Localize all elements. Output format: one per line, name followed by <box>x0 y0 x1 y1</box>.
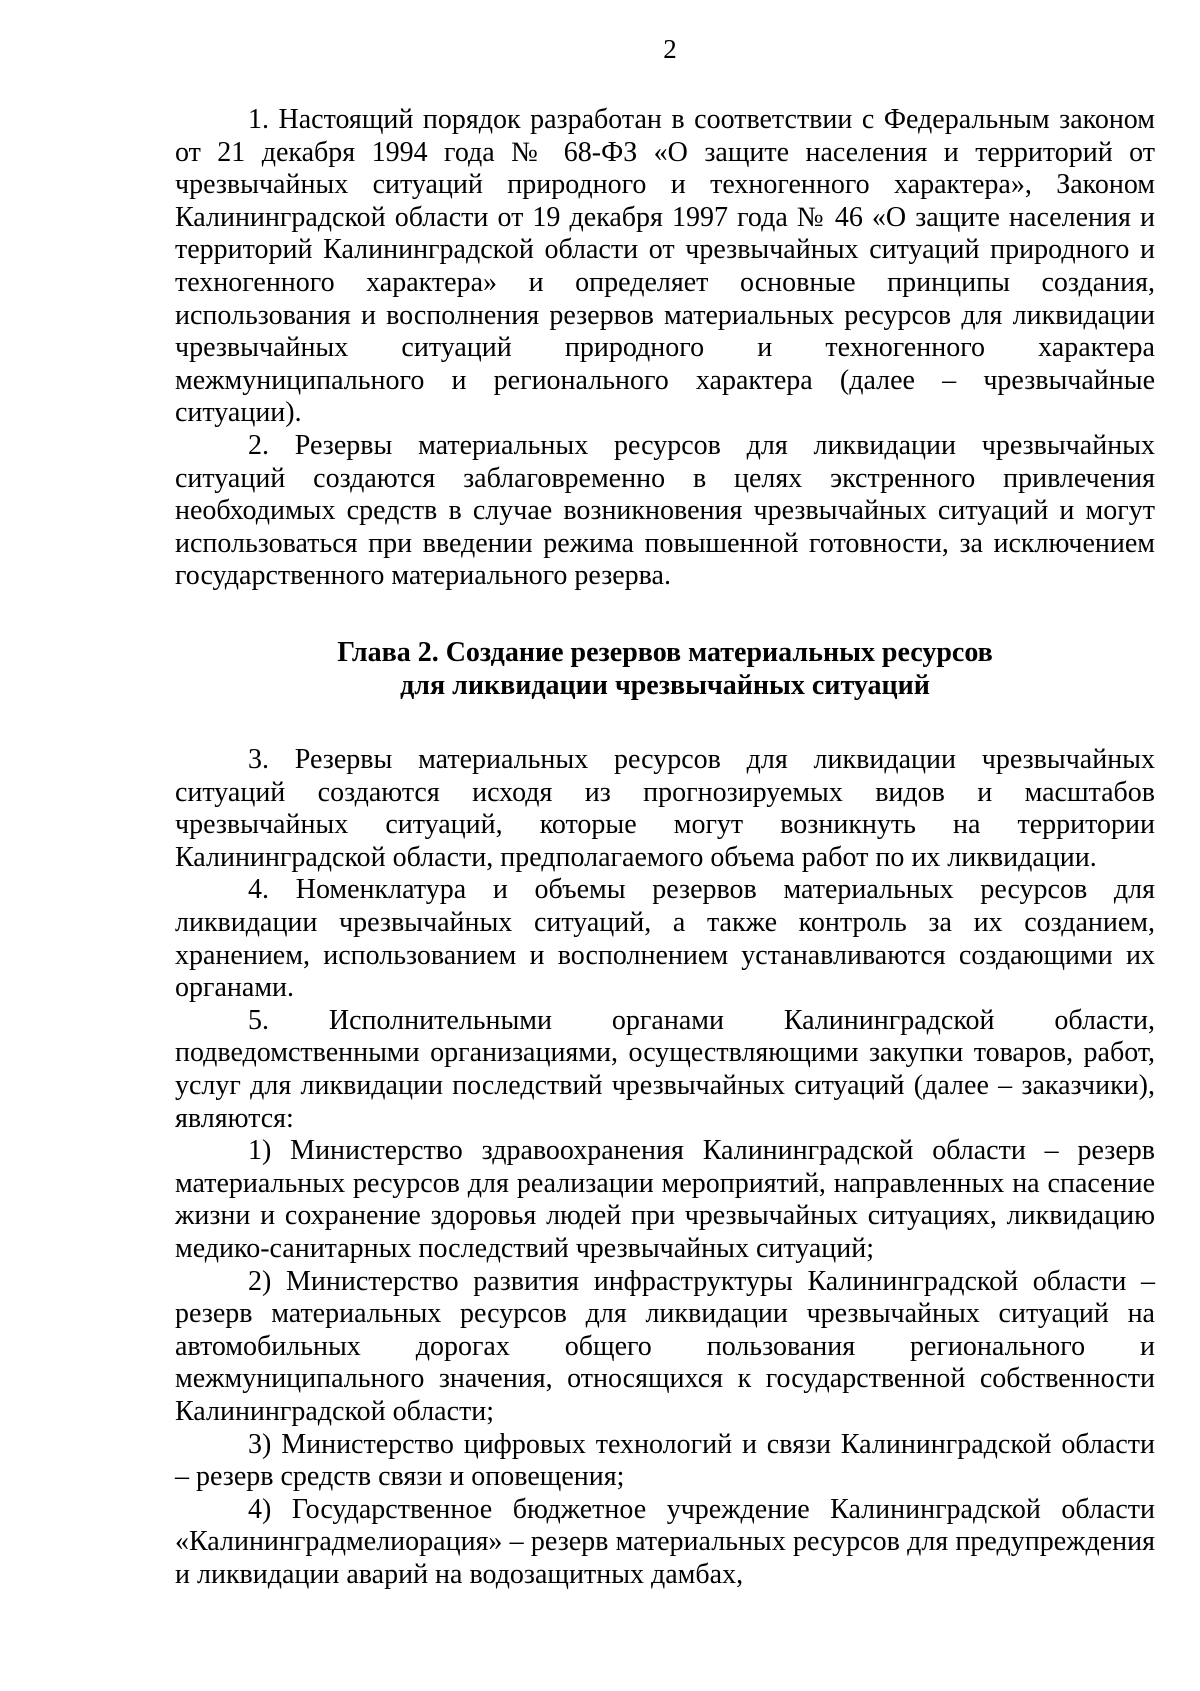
paragraph-5: 5. Исполнительными органами Калининградской области, подведомственными организациями, осуществляющими закупки товаров, работ, услуг для ликвидации последствий чрезвычайных ситуаций (далее – заказчики), являются: <box>175 1004 1155 1134</box>
list-item-4: 4) Государственное бюджетное учреждение Калининградской области «Калининградмелиорация» – резерв материальных ресурсов для предупреждения и ликвидации аварий на водозащитных дамбах, <box>175 1493 1155 1590</box>
list-item-1: 1) Министерство здравоохранения Калининградской области – резерв материальных ресурсов для реализации мероприятий, направленных на спасение жизни и сохранение здоровья людей при чрезвычайных ситуациях, ликвидацию медико-санитарных последствий чрезвычайных ситуаций; <box>175 1135 1155 1264</box>
paragraph-2: 2. Резервы материальных ресурсов для ликвидации чрезвычайных ситуаций создаются заблаговременно в целях экстренного привлечения необходимых средств в случае возникновения чрезвычайных ситуаций и могут использоваться при введении режима повышенной готовности, за исключением государственного материального резерва. <box>175 429 1155 592</box>
paragraph-1: 1. Настоящий порядок разработан в соответствии с Федеральным законом от 21 декабря 1994 года № 68-ФЗ «О защите населения и территорий от чрезвычайных ситуаций природного и техногенного характера», Законом Калининградской области от 19 декабря 1997 года № 46 «О защите населения и территорий Калининградской области от чрезвычайных ситуаций природного и техногенного характера» и определяет основные принципы создания, использования и восполнения резервов материальных ресурсов для ликвидации чрезвычайных ситуаций природного и техногенного характера межмуниципального и регионального характера (далее – чрезвычайные ситуации). <box>175 104 1155 429</box>
page-number: 2 <box>663 34 677 64</box>
paragraph-3: 3. Резервы материальных ресурсов для ликвидации чрезвычайных ситуаций создаются исходя из прогнозируемых видов и масштабов чрезвычайных ситуаций, которые могут возникнуть на территории Калининградской области, предполагаемого объема работ по их ликвидации. <box>175 744 1155 873</box>
chapter-heading-line-1: Глава 2. Создание резервов материальных ресурсов <box>337 636 993 668</box>
paragraph-4: 4. Номенклатура и объемы резервов материальных ресурсов для ликвидации чрезвычайных ситуаций, а также контроль за их созданием, хранением, использованием и восполнением устанавливаются создающими их органами. <box>175 874 1155 1004</box>
document-body <box>175 104 1155 1592</box>
chapter-heading <box>175 593 1155 744</box>
chapter-heading-line-2: для ликвидации чрезвычайных ситуаций <box>400 669 930 701</box>
list-item-3: 3) Министерство цифровых технологий и связи Калининградской области – резерв средств связи и оповещения; <box>175 1428 1155 1493</box>
list-item-2: 2) Министерство развития инфраструктуры Калининградской области – резерв материальных ресурсов для ликвидации чрезвычайных ситуаций на автомобильных дорогах общего пользования регионального и межмуниципального значения, относящихся к государственной собственности Калининградской области; <box>175 1265 1155 1427</box>
